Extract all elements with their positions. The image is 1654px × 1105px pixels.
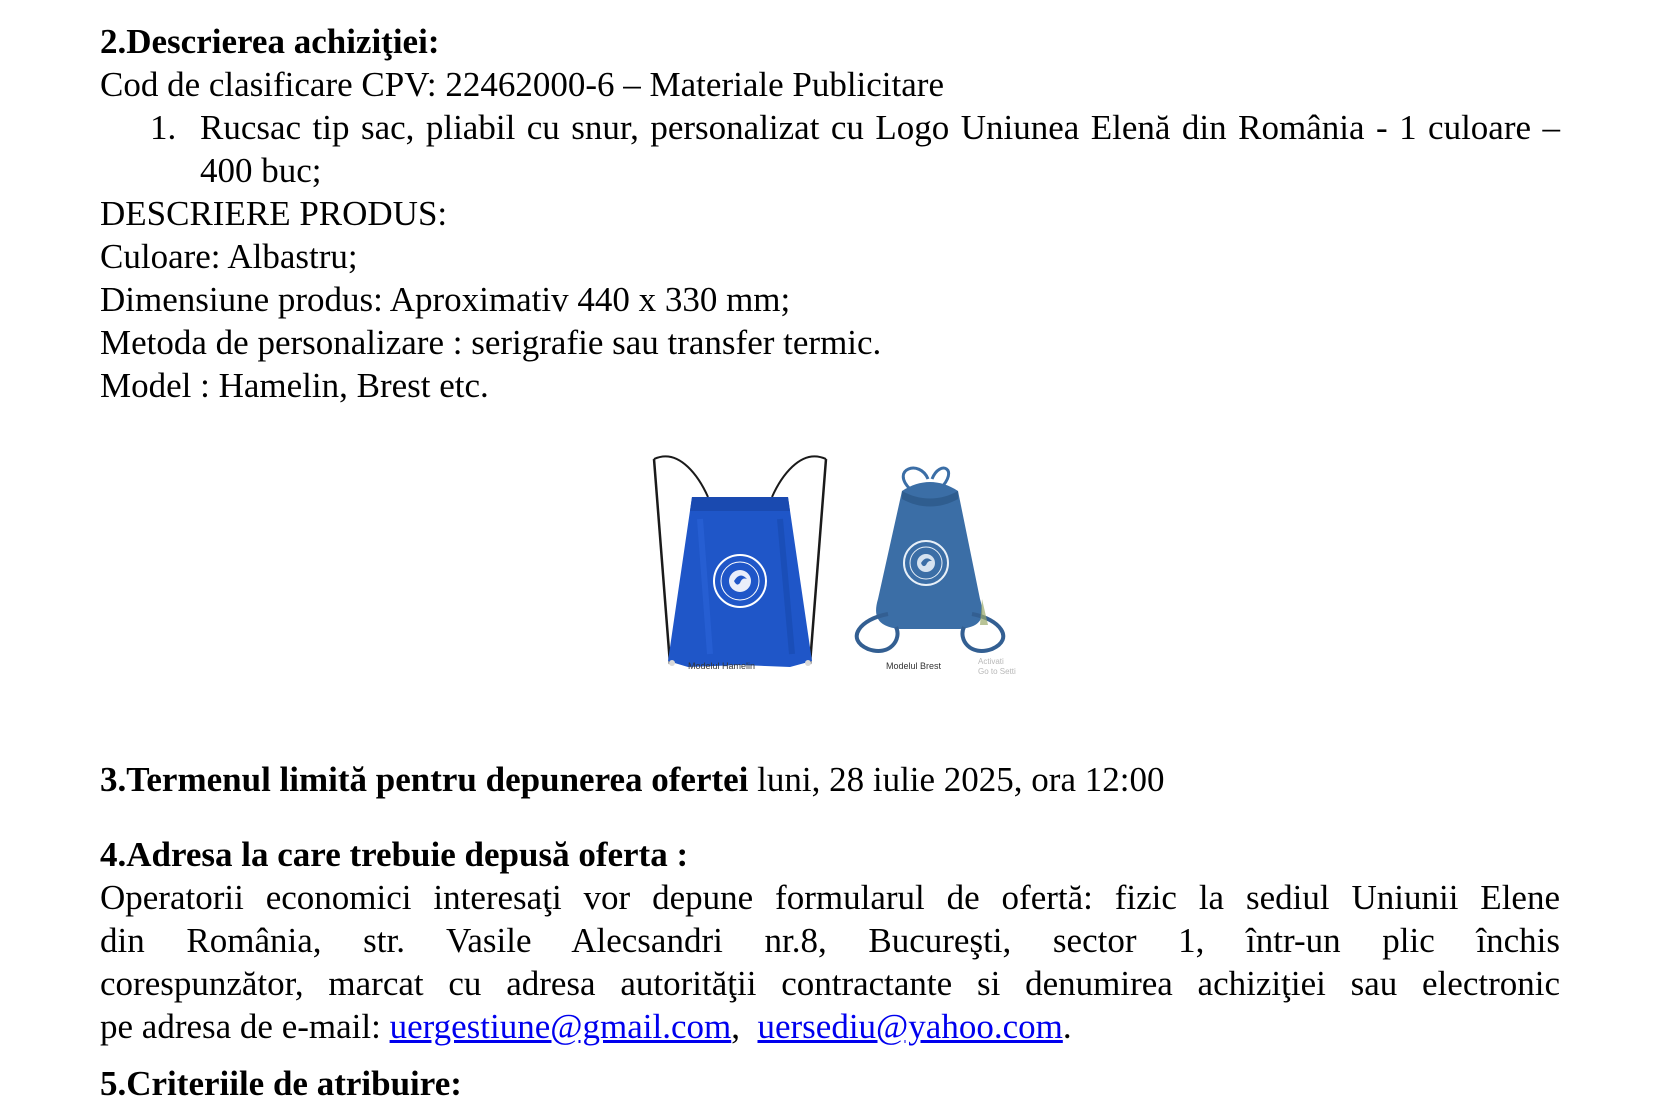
section5-heading-cutoff: 5.Criteriile de atribuire: xyxy=(100,1064,462,1103)
email-link-sediu[interactable]: uersediu@yahoo.com xyxy=(757,1007,1063,1046)
hamelin-bag xyxy=(654,456,826,667)
product-image xyxy=(640,449,1040,711)
method-line: Metoda de personalizare : serigrafie sau transfer termic. xyxy=(100,323,882,362)
section3-heading: 3.Termenul limită pentru depunerea ofertei xyxy=(100,760,749,799)
email-separator: , xyxy=(731,1007,758,1046)
list-item-number: 1. xyxy=(150,108,177,147)
email-prefix: pe adresa de e-mail: xyxy=(100,1007,390,1046)
dimension-line: Dimensiune produs: Aproximativ 440 x 330 mm; xyxy=(100,280,791,319)
section2-heading: 2.Descrierea achiziţiei: xyxy=(100,22,440,61)
caption-hamelin: Modelul Hamelin xyxy=(688,661,756,671)
description-heading: DESCRIERE PRODUS: xyxy=(100,194,448,233)
list-item-text: Rucsac tip sac, pliabil cu snur, personalizat cu Logo Uniunea Elenă din România - 1 culoare – 400 buc; xyxy=(200,108,1560,190)
list-item xyxy=(100,106,1560,192)
color-line: Culoare: Albastru; xyxy=(100,237,358,276)
section4-heading: 4.Adresa la care trebuie depusă oferta : xyxy=(100,835,689,874)
model-line: Model : Hamelin, Brest etc. xyxy=(100,366,489,405)
document-page xyxy=(100,20,1560,1048)
section4-line1: Operatorii economici interesaţi vor depune formularul de ofertă: fizic la sediul Uniunii Elene xyxy=(100,878,1560,917)
brest-bag xyxy=(857,468,1004,651)
section4-line3: corespunzător, marcat cu adresa autorităţii contractante si denumirea achiziţiei sau electronic xyxy=(100,964,1560,1003)
section4-line2: din România, str. Vasile Alecsandri nr.8, Bucureşti, sector 1, într-un plic închis xyxy=(100,921,1560,960)
caption-brest: Modelul Brest xyxy=(886,661,942,671)
section3-deadline: luni, 28 iulie 2025, ora 12:00 xyxy=(748,760,1165,799)
section4-paragraph xyxy=(100,876,1560,1048)
section4-line4 xyxy=(100,1005,1560,1048)
section3-line xyxy=(100,758,1560,801)
watermark-line1: Activati xyxy=(978,657,1004,666)
cpv-line: Cod de clasificare CPV: 22462000-6 – Materiale Publicitare xyxy=(100,65,944,104)
email-suffix: . xyxy=(1062,1007,1072,1046)
watermark-line2: Go to Setti xyxy=(978,667,1016,676)
email-link-gestiune[interactable]: uergestiune@gmail.com xyxy=(389,1007,732,1046)
